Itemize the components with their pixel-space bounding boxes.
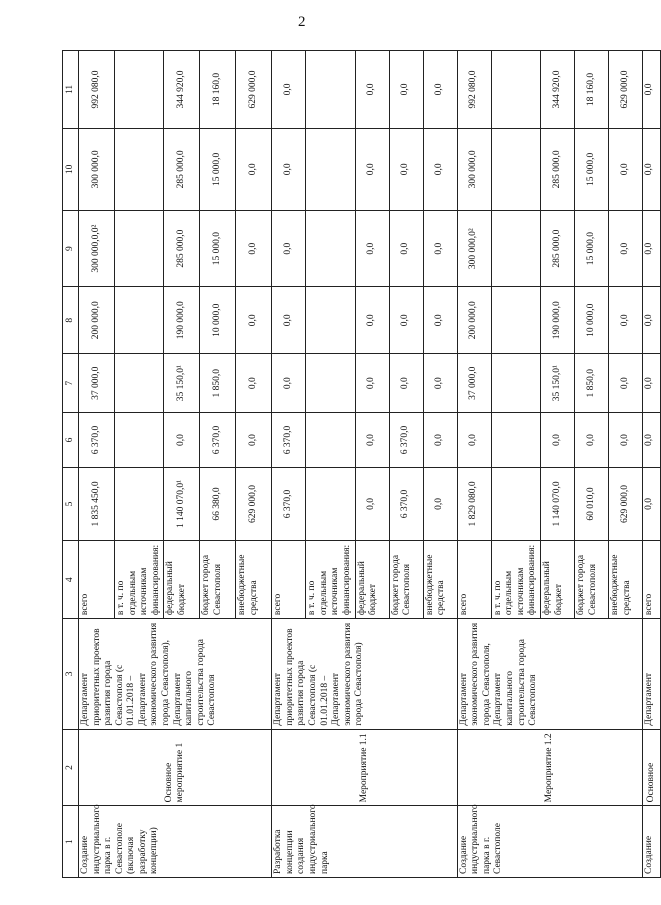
amount-cell: 37 000,0 <box>79 354 115 413</box>
amount-cell <box>115 210 164 287</box>
amount-cell: 285 000,0 <box>540 128 574 210</box>
funding-source-cell: бюджет города Севастополя <box>389 541 423 619</box>
amount-cell: 200 000,0 <box>79 287 115 354</box>
header-cell: 2 <box>63 729 79 806</box>
amount-cell: 0,0 <box>389 287 423 354</box>
amount-cell: 0,0 <box>423 413 457 467</box>
amount-cell <box>306 287 355 354</box>
executor-cell: Департамент приоритетных проектов развития города Севастополя (с 01.01.2018 – Департамент экономического развития города Севастополя), Департамент капитального строительства города Севастополя <box>79 619 272 730</box>
amount-cell: 10 000,0 <box>574 287 608 354</box>
activity-name-cell: Создание индустриального парка в г. Севастополе <box>457 806 642 878</box>
amount-cell: 629 000,0 <box>236 51 272 129</box>
amount-cell: 0,0 <box>272 51 306 129</box>
amount-cell: 0,0 <box>355 467 389 541</box>
amount-cell: 15 000,0 <box>200 210 236 287</box>
funding-source-cell: внебюджетные средства <box>608 541 642 619</box>
amount-cell: 0,0 <box>540 413 574 467</box>
page-number: 2 <box>298 14 306 30</box>
header-cell: 4 <box>63 541 79 619</box>
amount-cell: 0,0 <box>457 413 491 467</box>
amount-cell: 190 000,0 <box>164 287 200 354</box>
amount-cell <box>306 467 355 541</box>
activity-name-cell: Создание индустриального парка в г. Севастополе (включая разработку концепции) <box>79 806 272 878</box>
amount-cell: 15 000,0 <box>574 210 608 287</box>
amount-cell <box>491 128 540 210</box>
amount-cell: 60 010,0 <box>574 467 608 541</box>
amount-cell: 35 150,0¹ <box>540 354 574 413</box>
header-cell: 8 <box>63 287 79 354</box>
rotated-table-frame <box>62 50 656 878</box>
amount-cell: 15 000,0 <box>200 128 236 210</box>
amount-cell: 35 150,0¹ <box>164 354 200 413</box>
amount-cell: 15 000,0 <box>574 128 608 210</box>
amount-cell: 190 000,0 <box>540 287 574 354</box>
activity-code-cell: Мероприятие 1.1 <box>272 729 457 806</box>
amount-cell <box>306 354 355 413</box>
funding-source-cell: бюджет города Севастополя <box>574 541 608 619</box>
amount-cell: 0,0 <box>642 413 660 467</box>
amount-cell: 0,0 <box>389 128 423 210</box>
funding-source-cell: бюджет города Севастополя <box>200 541 236 619</box>
amount-cell <box>306 413 355 467</box>
amount-cell: 0,0 <box>423 210 457 287</box>
header-cell: 3 <box>63 619 79 730</box>
funding-source-cell: всего <box>272 541 306 619</box>
amount-cell: 6 370,0 <box>200 413 236 467</box>
amount-cell: 300 000,0 <box>79 128 115 210</box>
amount-cell <box>115 354 164 413</box>
header-cell: 7 <box>63 354 79 413</box>
amount-cell <box>306 51 355 129</box>
amount-cell: 0,0 <box>608 210 642 287</box>
amount-cell: 10 000,0 <box>200 287 236 354</box>
amount-cell: 0,0 <box>236 210 272 287</box>
funding-source-cell: внебюджетные средства <box>236 541 272 619</box>
amount-cell: 0,0 <box>642 354 660 413</box>
amount-cell <box>115 128 164 210</box>
amount-cell: 18 160,0 <box>200 51 236 129</box>
amount-cell: 0,0 <box>236 287 272 354</box>
funding-source-cell: в т. ч. по отдельным источникам финансирования: <box>306 541 355 619</box>
amount-cell: 66 380,0 <box>200 467 236 541</box>
amount-cell: 0,0 <box>642 287 660 354</box>
header-row <box>63 51 79 878</box>
amount-cell: 300 000,0 <box>457 128 491 210</box>
executor-cell: Департамент экономического развития города Севастополя, Департамент капитального строительства города Севастополя <box>457 619 642 730</box>
activity-name-cell: Создание <box>642 806 660 878</box>
amount-cell: 0,0 <box>236 128 272 210</box>
header-cell: 9 <box>63 210 79 287</box>
funding-source-cell: всего <box>457 541 491 619</box>
rotated-table-container <box>62 50 656 878</box>
executor-cell: Департамент приоритетных проектов развития города Севастополя (с 01.01.2018 – Департамент экономического развития города Севастополя) <box>272 619 457 730</box>
activity-name-cell: Разработка концепции создания индустриального парка <box>272 806 457 878</box>
amount-cell: 0,0 <box>355 210 389 287</box>
amount-cell <box>491 413 540 467</box>
amount-cell: 0,0 <box>355 287 389 354</box>
amount-cell <box>115 51 164 129</box>
funding-source-cell: в т. ч. по отдельным источникам финансирования: <box>491 541 540 619</box>
amount-cell: 629 000,0 <box>236 467 272 541</box>
funding-source-cell: всего <box>642 541 660 619</box>
header-cell: 6 <box>63 413 79 467</box>
amount-cell: 0,0 <box>389 210 423 287</box>
amount-cell: 285 000,0 <box>540 210 574 287</box>
amount-cell: 0,0 <box>164 413 200 467</box>
amount-cell: 0,0 <box>272 354 306 413</box>
amount-cell: 344 920,0 <box>164 51 200 129</box>
amount-cell: 0,0 <box>236 354 272 413</box>
funding-source-cell: федеральный бюджет <box>540 541 574 619</box>
amount-cell: 0,0 <box>272 210 306 287</box>
amount-cell: 285 000,0 <box>164 128 200 210</box>
table-row <box>79 51 115 878</box>
amount-cell: 300 000,0,0² <box>79 210 115 287</box>
financing-table <box>62 50 661 878</box>
amount-cell <box>491 287 540 354</box>
amount-cell: 0,0 <box>642 210 660 287</box>
amount-cell <box>115 287 164 354</box>
amount-cell: 0,0 <box>642 467 660 541</box>
amount-cell: 6 370,0 <box>389 413 423 467</box>
amount-cell: 18 160,0 <box>574 51 608 129</box>
executor-cell: Департамент <box>642 619 660 730</box>
amount-cell: 0,0 <box>608 287 642 354</box>
funding-source-cell: внебюджетные средства <box>423 541 457 619</box>
amount-cell: 300 000,0² <box>457 210 491 287</box>
amount-cell: 0,0 <box>355 51 389 129</box>
amount-cell: 344 920,0 <box>540 51 574 129</box>
activity-code-cell: Основное <box>642 729 660 806</box>
amount-cell: 1 835 450,0 <box>79 467 115 541</box>
amount-cell: 200 000,0 <box>457 287 491 354</box>
amount-cell: 0,0 <box>608 413 642 467</box>
table-row <box>457 51 491 878</box>
amount-cell: 0,0 <box>355 128 389 210</box>
amount-cell: 0,0 <box>423 354 457 413</box>
amount-cell: 0,0 <box>642 128 660 210</box>
amount-cell: 0,0 <box>272 287 306 354</box>
amount-cell: 1 140 070,0¹ <box>164 467 200 541</box>
header-cell: 10 <box>63 128 79 210</box>
amount-cell: 0,0 <box>272 128 306 210</box>
amount-cell: 0,0 <box>642 51 660 129</box>
amount-cell <box>306 210 355 287</box>
amount-cell: 1 850,0 <box>574 354 608 413</box>
table-row <box>642 51 660 878</box>
header-cell: 5 <box>63 467 79 541</box>
activity-code-cell: Основное мероприятие 1 <box>79 729 272 806</box>
amount-cell <box>491 210 540 287</box>
amount-cell: 992 080,0 <box>79 51 115 129</box>
amount-cell: 0,0 <box>423 287 457 354</box>
amount-cell: 0,0 <box>355 354 389 413</box>
amount-cell: 6 370,0 <box>272 467 306 541</box>
funding-source-cell: федеральный бюджет <box>164 541 200 619</box>
amount-cell: 1 829 080,0 <box>457 467 491 541</box>
amount-cell: 629 000,0 <box>608 467 642 541</box>
amount-cell: 6 370,0 <box>272 413 306 467</box>
amount-cell: 37 000,0 <box>457 354 491 413</box>
amount-cell <box>491 467 540 541</box>
amount-cell: 0,0 <box>423 128 457 210</box>
amount-cell: 0,0 <box>236 413 272 467</box>
amount-cell: 0,0 <box>355 413 389 467</box>
amount-cell <box>115 413 164 467</box>
amount-cell <box>491 354 540 413</box>
table-row <box>272 51 306 878</box>
funding-source-cell: федеральный бюджет <box>355 541 389 619</box>
header-cell: 1 <box>63 806 79 878</box>
amount-cell: 0,0 <box>423 467 457 541</box>
amount-cell: 0,0 <box>423 51 457 129</box>
amount-cell: 0,0 <box>608 128 642 210</box>
amount-cell: 1 140 070,0 <box>540 467 574 541</box>
amount-cell: 6 370,0 <box>389 467 423 541</box>
amount-cell: 285 000,0 <box>164 210 200 287</box>
amount-cell: 0,0 <box>389 354 423 413</box>
funding-source-cell: в т. ч. по отдельным источникам финансирования: <box>115 541 164 619</box>
amount-cell: 6 370,0 <box>79 413 115 467</box>
amount-cell: 0,0 <box>389 51 423 129</box>
amount-cell: 629 000,0 <box>608 51 642 129</box>
amount-cell <box>115 467 164 541</box>
amount-cell <box>306 128 355 210</box>
amount-cell: 992 080,0 <box>457 51 491 129</box>
amount-cell: 0,0 <box>608 354 642 413</box>
header-cell: 11 <box>63 51 79 129</box>
amount-cell: 1 850,0 <box>200 354 236 413</box>
amount-cell <box>491 51 540 129</box>
amount-cell: 0,0 <box>574 413 608 467</box>
activity-code-cell: Мероприятие 1.2 <box>457 729 642 806</box>
funding-source-cell: всего <box>79 541 115 619</box>
